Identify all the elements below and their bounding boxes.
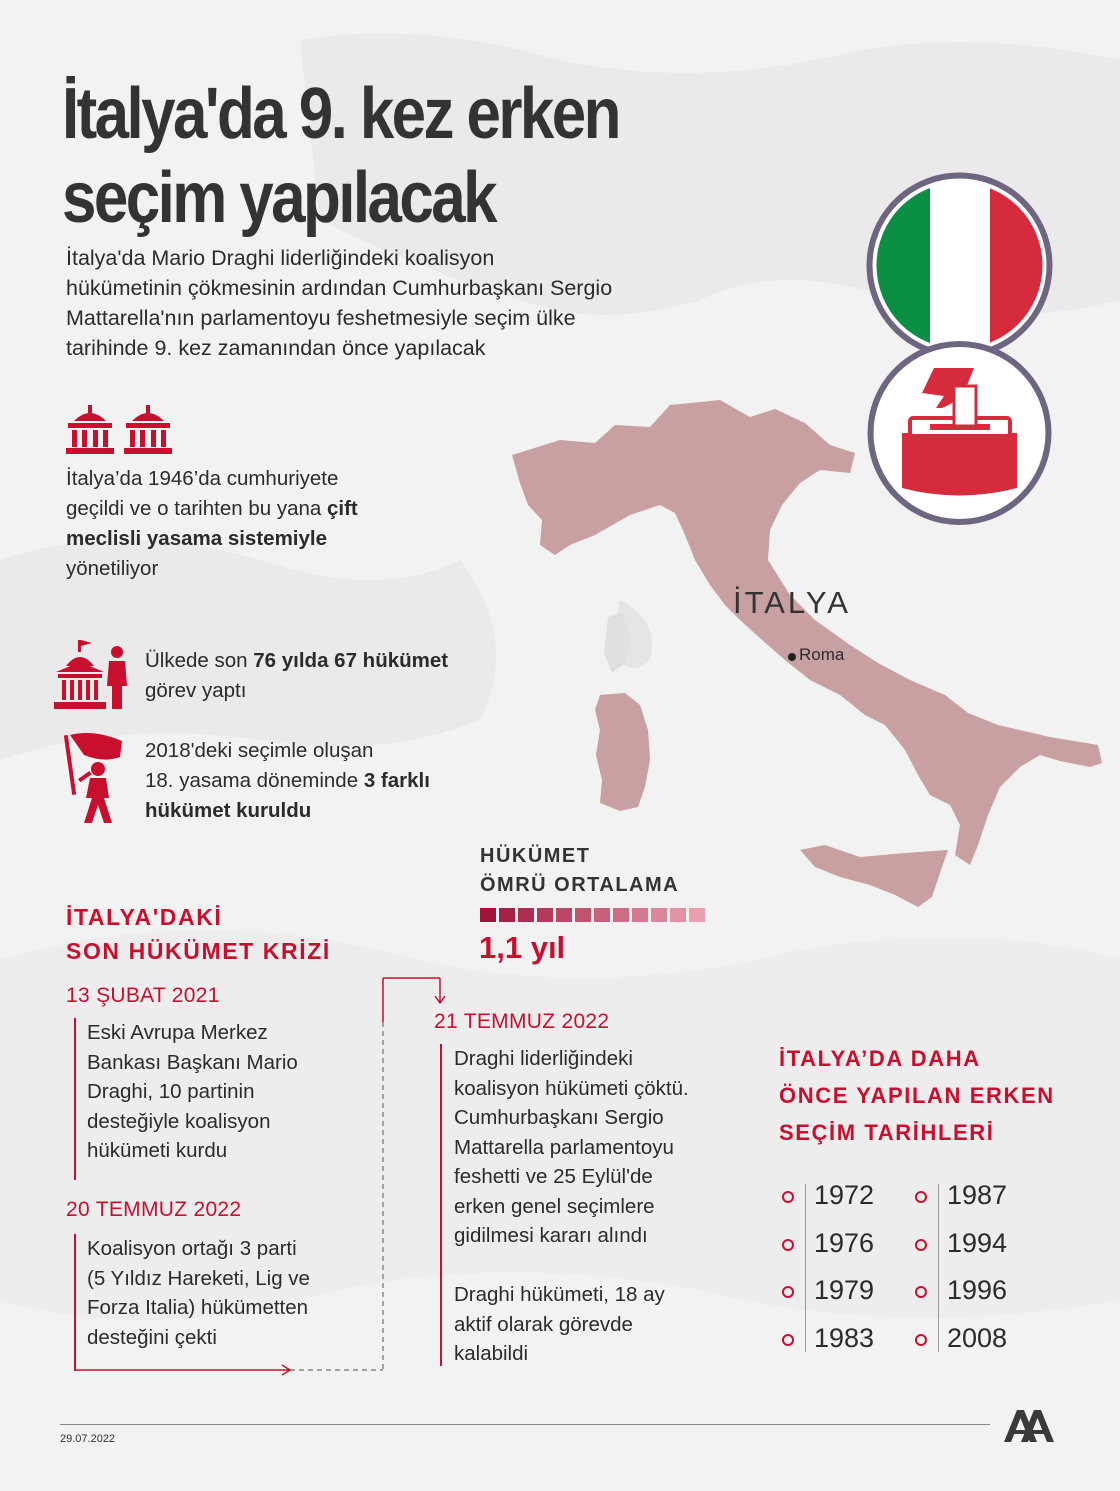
aa-logo: [1002, 1408, 1056, 1444]
bullet-icon: [782, 1239, 794, 1251]
years-divider: [805, 1184, 806, 1352]
crisis-title-line: SON HÜKÜMET KRİZİ: [66, 938, 331, 964]
early-elections-title-line: ÖNCE YAPILAN ERKEN: [779, 1083, 1055, 1108]
event-line: [74, 1018, 76, 1180]
fact-bold: 3 farklı: [363, 769, 430, 792]
event-text-line: Cumhurbaşkanı Sergio: [454, 1106, 664, 1129]
bullet-icon: [915, 1286, 927, 1298]
crisis-title-line: İTALYA'DAKİ: [66, 904, 223, 930]
year-label: 1983: [814, 1323, 875, 1353]
fact-line: 2018'deki seçimle oluşan: [145, 739, 374, 762]
event-text: [87, 1234, 310, 1352]
event-text-line: Mattarella parlamentoyu: [454, 1135, 674, 1159]
bullet-icon: [915, 1239, 927, 1251]
year-label: 1979: [814, 1275, 875, 1305]
country-label: İTALYA: [733, 585, 851, 620]
year-label: 1996: [947, 1275, 1008, 1305]
city-label: Roma: [799, 645, 845, 664]
year-label: 1976: [814, 1228, 875, 1258]
event-text-line: Koalisyon ortağı 3 parti: [87, 1237, 297, 1260]
event-text-line: Draghi liderliğindeki: [454, 1047, 633, 1070]
event-text-line: kalabildi: [454, 1342, 529, 1365]
fact-line: yönetiliyor: [66, 557, 159, 580]
event-text-line: desteğini çekti: [87, 1325, 217, 1349]
event-date: 20 TEMMUZ 2022: [66, 1198, 242, 1221]
title-line-1: İtalya'da 9. kez erken: [62, 74, 619, 154]
intro-line: İtalya'da Mario Draghi liderliğindeki koalisyon: [66, 246, 495, 270]
event-text-line: desteğiyle koalisyon: [87, 1109, 271, 1133]
intro-line: Mattarella'nın parlamentoyu feshetmesiyle seçim ülke: [66, 306, 576, 330]
fact-line: İtalya’da 1946’da cumhuriyete: [66, 467, 339, 490]
event-text: [87, 1018, 298, 1166]
bullet-icon: [782, 1334, 794, 1346]
bullet-icon: [915, 1334, 927, 1346]
year-label: 1987: [947, 1180, 1008, 1210]
fact-bold: 76 yılda 67 hükümet: [253, 649, 449, 672]
event-line: [74, 1234, 76, 1371]
event-text-line: koalisyon hükümeti çöktü.: [454, 1076, 689, 1100]
lifespan-value: 1,1 yıl: [479, 930, 566, 965]
intro-line: tarihinde 9. kez zamanından önce yapılacak: [66, 336, 486, 360]
bullet-icon: [782, 1286, 794, 1298]
event-text-line: Forza Italia) hükümetten: [87, 1296, 309, 1319]
event-date: 13 ŞUBAT 2021: [66, 984, 220, 1007]
early-elections-list: [782, 1180, 1082, 1360]
fact-bold: çift: [326, 497, 358, 520]
lifespan-label-line: ÖMRÜ ORTALAMA: [480, 874, 680, 896]
event-text-line: Bankası Başkanı Mario: [87, 1050, 298, 1074]
event-text-line: (5 Yıldız Hareketi, Lig ve: [87, 1266, 310, 1290]
event-text-line: Draghi, 10 partinin: [87, 1080, 255, 1103]
years-divider: [938, 1184, 939, 1352]
bullet-icon: [915, 1191, 927, 1203]
fact-line: geçildi ve o tarihten bu yana: [66, 497, 327, 520]
event-date: 21 TEMMUZ 2022: [434, 1010, 610, 1033]
event-text-line: Draghi hükümeti, 18 ay: [454, 1283, 665, 1306]
lifespan-label-line: HÜKÜMET: [480, 845, 591, 867]
fact-line: Ülkede son: [145, 649, 254, 672]
event-text-line: hükümeti kurdu: [87, 1139, 228, 1162]
event-text-line: feshetti ve 25 Eylül'de: [454, 1165, 653, 1188]
event-text-line: aktif olarak görevde: [454, 1312, 633, 1336]
year-label: 1972: [814, 1180, 875, 1210]
fact-line: 18. yasama döneminde: [145, 769, 364, 792]
early-elections-title: [779, 1040, 1055, 1151]
early-elections-title-line: SEÇİM TARİHLERİ: [779, 1120, 995, 1145]
early-elections-title-line: İTALYA’DA DAHA: [779, 1046, 981, 1071]
year-label: 1994: [947, 1228, 1008, 1258]
footer-rule: [60, 1424, 990, 1425]
footer-date: 29.07.2022: [60, 1433, 116, 1445]
fact-bold: hükümet kuruldu: [145, 799, 312, 822]
fact-line: görev yaptı: [145, 679, 247, 702]
title-line-2: seçim yapılacak: [62, 158, 495, 238]
year-label: 2008: [947, 1323, 1008, 1353]
event-text-line: erken genel seçimlere: [454, 1194, 655, 1218]
event-text-line: Eski Avrupa Merkez: [87, 1021, 268, 1044]
event-text: [454, 1044, 689, 1369]
intro-line: hükümetinin çökmesinin ardından Cumhurbaşkanı Sergio: [66, 276, 613, 300]
event-line: [440, 1044, 442, 1366]
fact-bold: meclisli yasama sistemiyle: [66, 527, 327, 550]
bullet-icon: [782, 1191, 794, 1203]
event-text-line: gidilmesi kararı alındı: [454, 1224, 648, 1247]
